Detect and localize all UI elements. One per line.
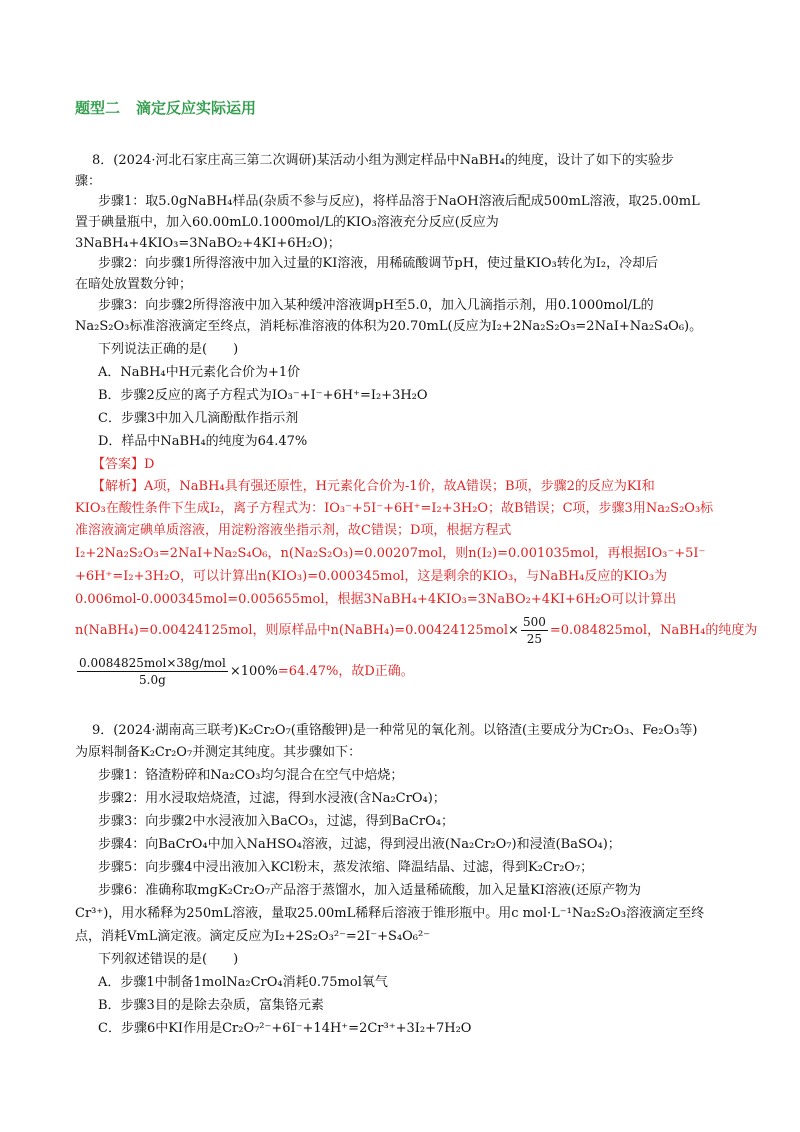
q9-option-b[interactable]: B．步骤3目的是除去杂质，富集铬元素: [98, 998, 324, 1013]
q9-option-a[interactable]: A．步骤1中制备1molNa₂CrO₄消耗0.75mol氧气: [98, 975, 388, 990]
q8-analysis-line3: 准溶液滴定碘单质溶液，用淀粉溶液坐指示剂，故C错误；D项，根据方程式: [75, 523, 512, 538]
q8-question-text: 下列说法正确的是(: [98, 342, 208, 357]
q8-option-c[interactable]: C．步骤3中加入几滴酚酞作指示剂: [98, 411, 299, 426]
q8-step1-line3: 3NaBH₄+4KIO₃=3NaBO₂+4KI+6H₂O)；: [75, 236, 341, 251]
q9-step5: 步骤5：向步骤4中浸出液加入KCl粉末，蒸发浓缩、降温结晶、过滤，得到K₂Cr₂O₇；: [98, 860, 594, 875]
q8-step1-line2: 置于碘量瓶中，加入60.00mL0.1000mol/L的KIO₃溶液充分反应(反应为: [75, 215, 499, 230]
q8-analysis-line7: [75, 614, 757, 647]
q9-stem-line2: 为原料制备K₂Cr₂O₇并测定其纯度。其步骤如下：: [75, 745, 362, 760]
analysis-label: 【解析】: [92, 479, 145, 494]
q8-option-a[interactable]: A．NaBH₄中H元素化合价为+1价: [98, 365, 301, 380]
fraction-numerator: 0.0084825mol×38g/mol: [79, 656, 226, 670]
q8-analysis-line4: I₂+2Na₂S₂O₃=2NaI+Na₂S₄O₆，n(Na₂S₂O₃)=0.00207mol，则n(I₂)=0.001035mol，再根据IO₃⁻+5I⁻: [75, 546, 706, 561]
q8-step2-line1: 步骤2：向步骤1所得溶液中加入过量的KI溶液，用稀硫酸调节pH，使过量KIO₃转化为I₂，冷却后: [98, 256, 659, 271]
fraction-denominator: 5.0g: [139, 673, 166, 687]
q9-step6-line1: 步骤6：准确称取mgK₂Cr₂O₇产品溶于蒸馏水，加入适量稀硫酸，加入足量KI溶液(还原产物为: [98, 883, 642, 898]
q9-step6-line3: 点，消耗VmL滴定液。滴定反应为I₂+2S₂O₃²⁻=2I⁻+S₄O₆²⁻: [75, 929, 431, 944]
analysis-line8-text: =64.47%，故D正确。: [277, 664, 414, 679]
q8-analysis-line5: +6H⁺=I₂+3H₂O，可以计算出n(KIO₃)=0.000345mol，这是剩余的KIO₃，与NaBH₄反应的KIO₃为: [75, 569, 668, 584]
q8-stem-line2: 骤：: [75, 174, 102, 189]
q8-question-end: ): [233, 342, 239, 357]
times-100-percent: ×100%: [229, 664, 278, 679]
q8-analysis-line6: 0.006mol-0.000345mol=0.005655mol，根据3NaBH₄+4KIO₃=3NaBO₂+4KI+6H₂O可以计算出: [75, 592, 677, 607]
answer-label: 【答案】: [92, 457, 145, 472]
q9-step1: 步骤1：铬渣粉碎和Na₂CO₃均匀混合在空气中焙烧；: [98, 768, 404, 783]
q9-question-text: 下列叙述错误的是(: [98, 952, 208, 967]
q9-option-c[interactable]: C．步骤6中KI作用是Cr₂O₇²⁻+6I⁻+14H⁺=2Cr³⁺+3I₂+7H₂O: [98, 1021, 472, 1036]
q8-option-b[interactable]: B．步骤2反应的离子方程式为IO₃⁻+I⁻+6H⁺=I₂+3H₂O: [98, 388, 428, 403]
q9-step4: 步骤4：向BaCrO₄中加入NaHSO₄溶液，过滤，得到浸出液(Na₂Cr₂O₇)和浸渣(BaSO₄)；: [98, 837, 621, 852]
section-title-part2: 滴定反应实际运用: [136, 99, 257, 117]
q8-analysis-line1: [92, 478, 655, 496]
q9-question: [98, 951, 238, 969]
analysis-line7-text-a: n(NaBH₄)=0.00424125mol，则原样品中n(NaBH₄)=0.00424125mol: [75, 623, 509, 638]
fraction-numerator: 500: [522, 615, 546, 629]
section-title: [75, 97, 256, 118]
q8-stem-line1: 8．(2024·河北石家庄高三第二次调研)某活动小组为测定样品中NaBH₄的纯度，设计了如下的实验步: [92, 153, 674, 168]
answer-value: D: [144, 457, 155, 472]
q9-question-end: ): [233, 952, 239, 967]
q8-step3-line1: 步骤3：向步骤2所得溶液中加入某种缓冲溶液调pH至5.0，加入几滴指示剂，用0.1000mol/L的: [98, 298, 654, 313]
q8-analysis-line8: [75, 655, 414, 688]
section-title-part1: 题型二: [75, 99, 121, 117]
fraction-denominator: 25: [526, 632, 543, 646]
q9-step6-line2: Cr³⁺)，用水稀释为250mL溶液，量取25.00mL稀释后溶液于锥形瓶中。用c mol·L⁻¹Na₂S₂O₃溶液滴定至终: [75, 906, 705, 921]
analysis-line7-text-b: =0.084825mol，NaBH₄的纯度为: [549, 623, 758, 638]
q8-step2-line2: 在暗处放置数分钟；: [75, 277, 193, 292]
q8-question: [98, 341, 238, 359]
q8-analysis-line2: KIO₃在酸性条件下生成I₂，离子方程式为：IO₃⁻+5I⁻+6H⁺=I₂+3H₂O；故B错误；C项，步骤3用Na₂S₂O₃标: [75, 501, 714, 516]
times-sign: ×: [508, 623, 519, 638]
q8-option-d[interactable]: D．样品中NaBH₄的纯度为64.47%: [98, 434, 308, 449]
fraction-500-over-25: [521, 614, 548, 647]
analysis-line1-text: A项，NaBH₄具有强还原性，H元素化合价为-1价，故A错误；B项，步骤2的反应为KI和: [144, 479, 655, 494]
q8-answer: [92, 456, 154, 474]
fraction-purity: [77, 655, 228, 688]
q9-step2: 步骤2：用水浸取焙烧渣，过滤，得到水浸液(含Na₂CrO₄)；: [98, 791, 446, 806]
q9-stem-line1: 9．(2024·湖南高三联考)K₂Cr₂O₇(重铬酸钾)是一种常见的氧化剂。以铬渣(主要成分为Cr₂O₃、Fe₂O₃等): [92, 723, 698, 738]
q8-step3-line2: Na₂S₂O₃标准溶液滴定至终点，消耗标准溶液的体积为20.70mL(反应为I₂+2Na₂S₂O₃=2NaI+Na₂S₄O₆)。: [75, 319, 703, 334]
q9-step3: 步骤3：向步骤2中水浸液加入BaCO₃，过滤，得到BaCrO₄；: [98, 814, 454, 829]
q8-step1-line1: 步骤1：取5.0gNaBH₄样品(杂质不参与反应)，将样品溶于NaOH溶液后配成500mL溶液，取25.00mL: [98, 194, 700, 209]
